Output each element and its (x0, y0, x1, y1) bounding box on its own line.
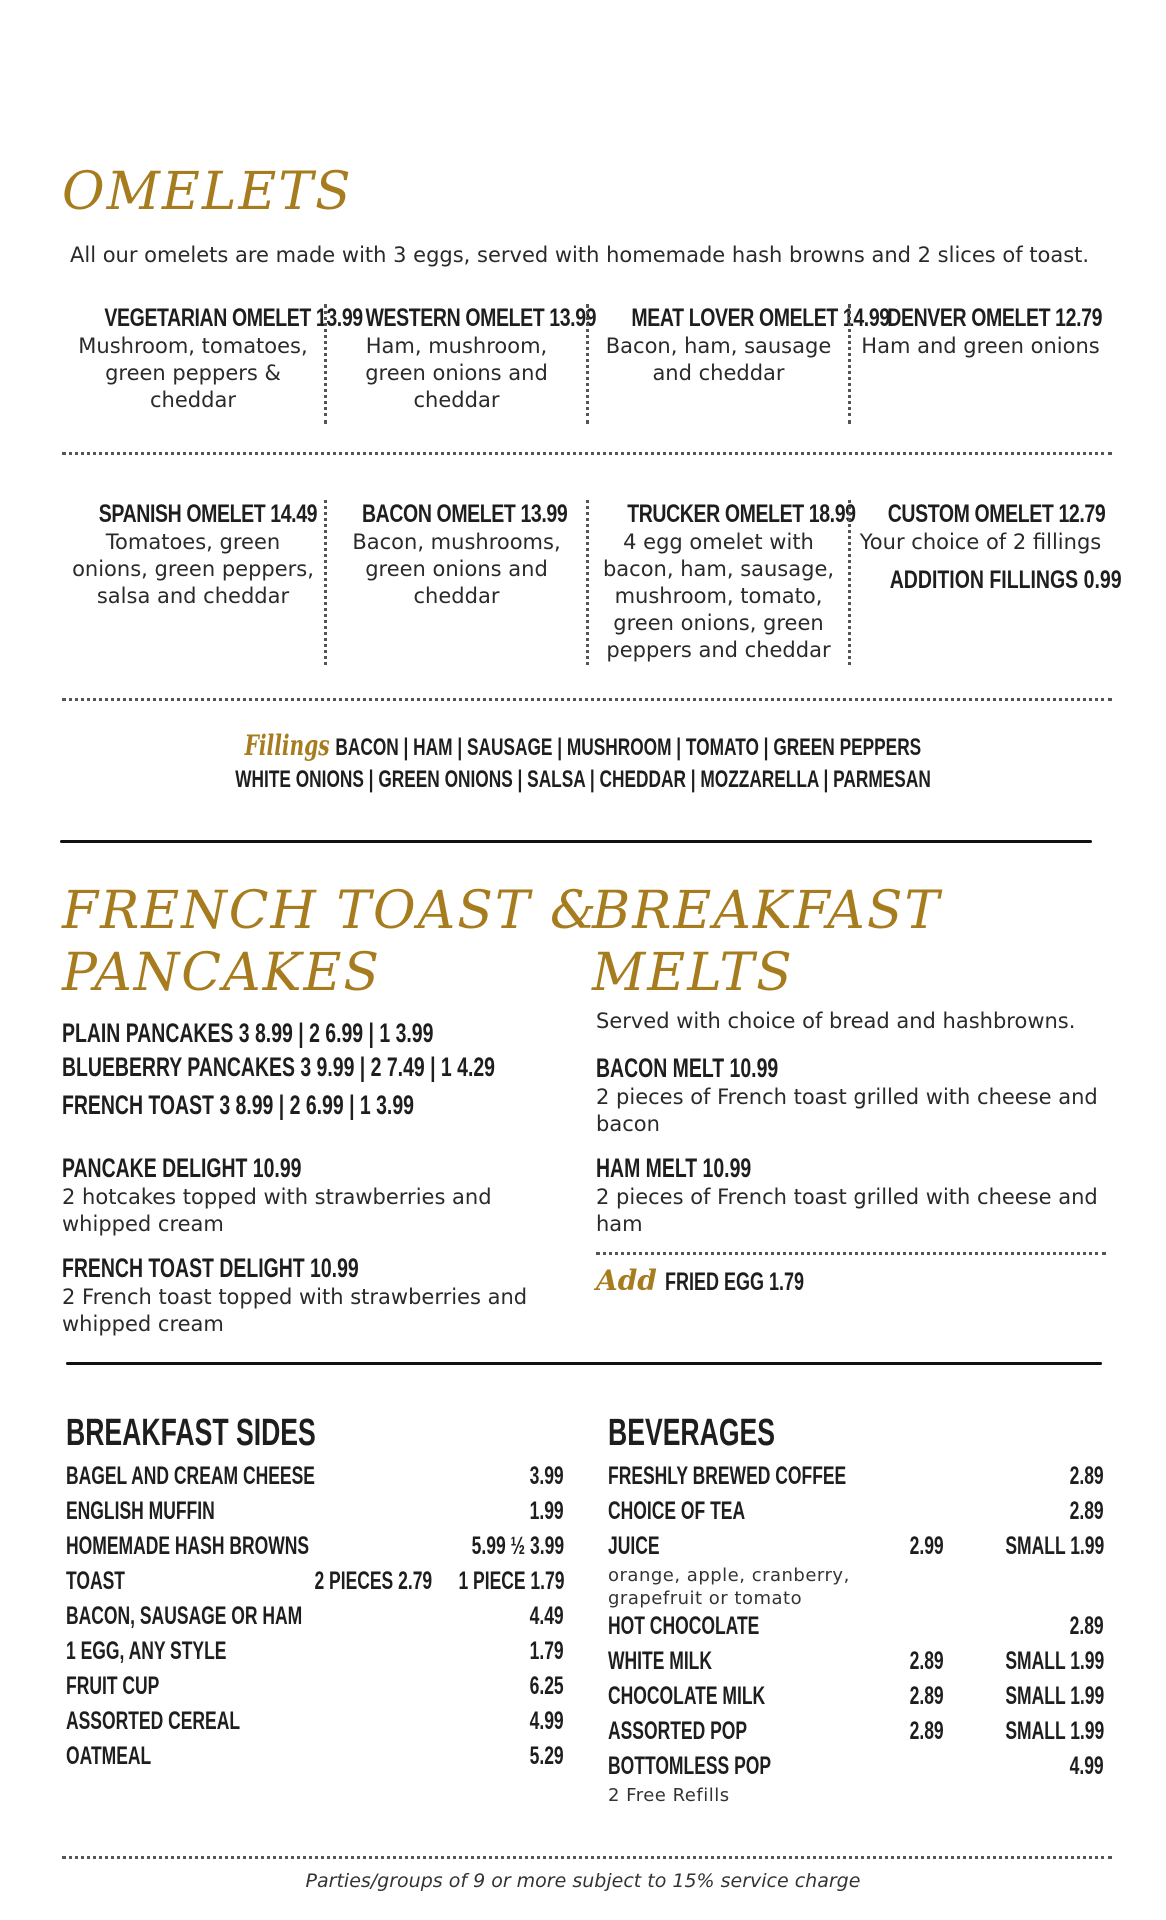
item-name: ENGLISH MUFFIN (66, 1497, 215, 1525)
list-item (66, 1567, 564, 1601)
item-price-regular: 2.89 (909, 1682, 944, 1710)
dotted-divider (62, 452, 1112, 455)
item-price: 2.89 (1069, 1462, 1104, 1490)
item-name: BACON, SAUSAGE OR HAM (66, 1602, 303, 1630)
item-name: FRUIT CUP (66, 1672, 160, 1700)
item-desc: orange, apple, cranberry, grapefruit or tomato (608, 1565, 850, 1609)
plain-pancakes-prices: PLAIN PANCAKES 3 8.99 | 2 6.99 | 1 3.99 (62, 1018, 434, 1048)
item-name: BOTTOMLESS POP (608, 1752, 772, 1780)
omelet-desc: Your choice of 2 fillings (859, 530, 1102, 554)
melt-item (596, 1052, 1106, 1138)
fillings-line-1 (245, 730, 922, 764)
item-price: SMALL 1.99 (1005, 1532, 1104, 1560)
omelet-desc: Mushroom, tomatoes, green peppers & cheddar (78, 334, 308, 412)
item-name: JUICE (608, 1532, 660, 1560)
item-name: CHOCOLATE MILK (608, 1682, 766, 1710)
list-item (608, 1462, 1104, 1496)
omelet-item (62, 500, 324, 665)
item-name: WHITE MILK (608, 1647, 713, 1675)
item-desc: 2 hotcakes topped with strawberries and whipped cream (62, 1185, 492, 1236)
item-desc: 2 pieces of French toast grilled with cheese and ham (596, 1185, 1098, 1236)
list-item (66, 1742, 564, 1776)
item-name: BAGEL AND CREAM CHEESE (66, 1462, 315, 1490)
item-name: CHOICE OF TEA (608, 1497, 746, 1525)
item-name: OATMEAL (66, 1742, 152, 1770)
omelet-name: SPANISH OMELET 14.49 (98, 500, 318, 528)
dotted-divider (62, 698, 1112, 701)
service-charge-note: Parties/groups of 9 or more subject to 15% service charge (305, 1870, 861, 1892)
item-price: 1 PIECE 1.79 (457, 1567, 564, 1595)
item-price: SMALL 1.99 (1005, 1682, 1104, 1710)
item-price: 6.25 (529, 1672, 564, 1700)
item-price: SMALL 1.99 (1005, 1717, 1104, 1745)
omelet-desc: Ham, mushroom, green onions and cheddar (365, 334, 548, 412)
add-fried-egg (596, 1264, 858, 1298)
list-item (66, 1497, 564, 1531)
omelets-intro: All our omelets are made with 3 eggs, served with homemade hash browns and 2 slices of toast. (70, 243, 1090, 267)
list-item (66, 1637, 564, 1671)
fillings-text: WHITE ONIONS | GREEN ONIONS | SALSA | CHEDDAR | MOZZARELLA | PARMESAN (235, 766, 931, 793)
item-desc: 2 French toast topped with strawberries and whipped cream (62, 1285, 528, 1336)
item-price: 5.29 (529, 1742, 564, 1770)
omelet-desc: 4 egg omelet with bacon, ham, sausage, mushroom, tomato, green onions, green peppers and cheddar (602, 530, 835, 662)
addition-fillings-price: ADDITION FILLINGS 0.99 (889, 566, 1122, 594)
omelet-item (586, 304, 890, 424)
omelet-name: BACON OMELET 13.99 (361, 500, 568, 528)
melt-item (596, 1152, 1106, 1238)
list-item (608, 1647, 1104, 1681)
fillings-text: BACON | HAM | SAUSAGE | MUSHROOM | TOMATO | GREEN PEPPERS (335, 734, 922, 761)
title-line: BREAKFAST (592, 881, 942, 941)
french-toast-prices-line: FRENCH TOAST 3 8.99 | 2 6.99 | 1 3.99 (62, 1090, 414, 1120)
item-price: 4.99 (529, 1707, 564, 1735)
omelet-item (324, 500, 586, 665)
omelet-desc: Ham and green onions (861, 334, 1100, 358)
omelet-item (324, 304, 597, 424)
item-name: TOAST (66, 1567, 125, 1595)
add-label: Add (596, 1264, 657, 1297)
french-toast-title (62, 880, 598, 1004)
section-divider (60, 840, 1092, 843)
fillings-label: Fillings (244, 729, 330, 762)
item-price-regular: 2.99 (909, 1532, 944, 1560)
list-item (66, 1707, 564, 1741)
omelets-title: OMELETS (62, 162, 353, 222)
fillings-line-2 (235, 764, 931, 796)
breakfast-melts-title (592, 880, 941, 1004)
omelet-name: VEGETARIAN OMELET 13.99 (104, 304, 363, 332)
list-item (66, 1602, 564, 1636)
french-toast-prices (62, 1016, 582, 1122)
item-price: 2.89 (1069, 1612, 1104, 1640)
title-line: MELTS (592, 943, 794, 1003)
item-name: HOT CHOCOLATE (608, 1612, 760, 1640)
item-desc: 2 Free Refills (608, 1785, 730, 1806)
item-price: 3.99 (529, 1462, 564, 1490)
omelet-name: CUSTOM OMELET 12.79 (887, 500, 1106, 528)
breakfast-sides-title: BREAKFAST SIDES (66, 1412, 316, 1454)
omelet-item (848, 500, 1122, 665)
omelet-row-2 (62, 500, 1122, 665)
omelet-desc: Bacon, mushrooms, green onions and cheddar (352, 530, 561, 608)
breakfast-melts-intro: Served with choice of bread and hashbrowns. (596, 1009, 1076, 1033)
omelet-name: DENVER OMELET 12.79 (887, 304, 1103, 332)
item-price: 1.99 (529, 1497, 564, 1525)
item-name: HOMEMADE HASH BROWNS (66, 1532, 310, 1560)
title-line: FRENCH TOAST & (62, 881, 599, 941)
add-text: FRIED EGG 1.79 (664, 1268, 804, 1296)
omelet-item (848, 304, 1110, 424)
item-name: ASSORTED POP (608, 1717, 748, 1745)
item-desc: 2 pieces of French toast grilled with cheese and bacon (596, 1085, 1098, 1136)
list-item (66, 1532, 564, 1566)
item-price: 4.49 (529, 1602, 564, 1630)
title-line: PANCAKES (62, 943, 382, 1003)
list-item (66, 1672, 564, 1706)
omelet-name: MEAT LOVER OMELET 14.99 (631, 304, 890, 332)
french-toast-item (62, 1252, 582, 1338)
item-price: 5.99 ½ 3.99 (471, 1532, 564, 1560)
item-name: FRESHLY BREWED COFFEE (608, 1462, 847, 1490)
omelet-row-1 (62, 304, 1112, 424)
item-name: BACON MELT 10.99 (596, 1053, 779, 1083)
item-price: 2.89 (1069, 1497, 1104, 1525)
list-item (608, 1682, 1104, 1716)
item-name: FRENCH TOAST DELIGHT 10.99 (62, 1253, 359, 1283)
list-item (608, 1717, 1104, 1751)
item-price: 4.99 (1069, 1752, 1104, 1780)
blueberry-pancakes-prices: BLUEBERRY PANCAKES 3 9.99 | 2 7.49 | 1 4.29 (62, 1052, 495, 1082)
section-divider (66, 1362, 1102, 1365)
omelet-name: WESTERN OMELET 13.99 (365, 304, 597, 332)
item-price-alt: 2 PIECES 2.79 (314, 1567, 432, 1595)
omelet-name: TRUCKER OMELET 18.99 (627, 500, 856, 528)
list-item (608, 1497, 1104, 1531)
french-toast-item (62, 1152, 582, 1238)
omelet-item (586, 500, 856, 665)
dotted-divider (596, 1252, 1106, 1255)
item-price: 1.79 (529, 1637, 564, 1665)
item-name: PANCAKE DELIGHT 10.99 (62, 1153, 302, 1183)
list-item (608, 1532, 1104, 1609)
item-price: SMALL 1.99 (1005, 1647, 1104, 1675)
fillings-list (0, 730, 1166, 796)
item-price-regular: 2.89 (909, 1717, 944, 1745)
list-item (66, 1462, 564, 1496)
omelet-desc: Tomatoes, green onions, green peppers, salsa and cheddar (72, 530, 314, 608)
item-name: 1 EGG, ANY STYLE (66, 1637, 227, 1665)
item-name: ASSORTED CEREAL (66, 1707, 241, 1735)
dotted-divider (62, 1856, 1112, 1859)
list-item (608, 1612, 1104, 1646)
omelet-desc: Bacon, ham, sausage and cheddar (605, 334, 832, 385)
item-price-regular: 2.89 (909, 1647, 944, 1675)
list-item (608, 1752, 1104, 1812)
omelet-item (62, 304, 363, 424)
beverages-title: BEVERAGES (608, 1412, 776, 1454)
item-name: HAM MELT 10.99 (596, 1153, 752, 1183)
